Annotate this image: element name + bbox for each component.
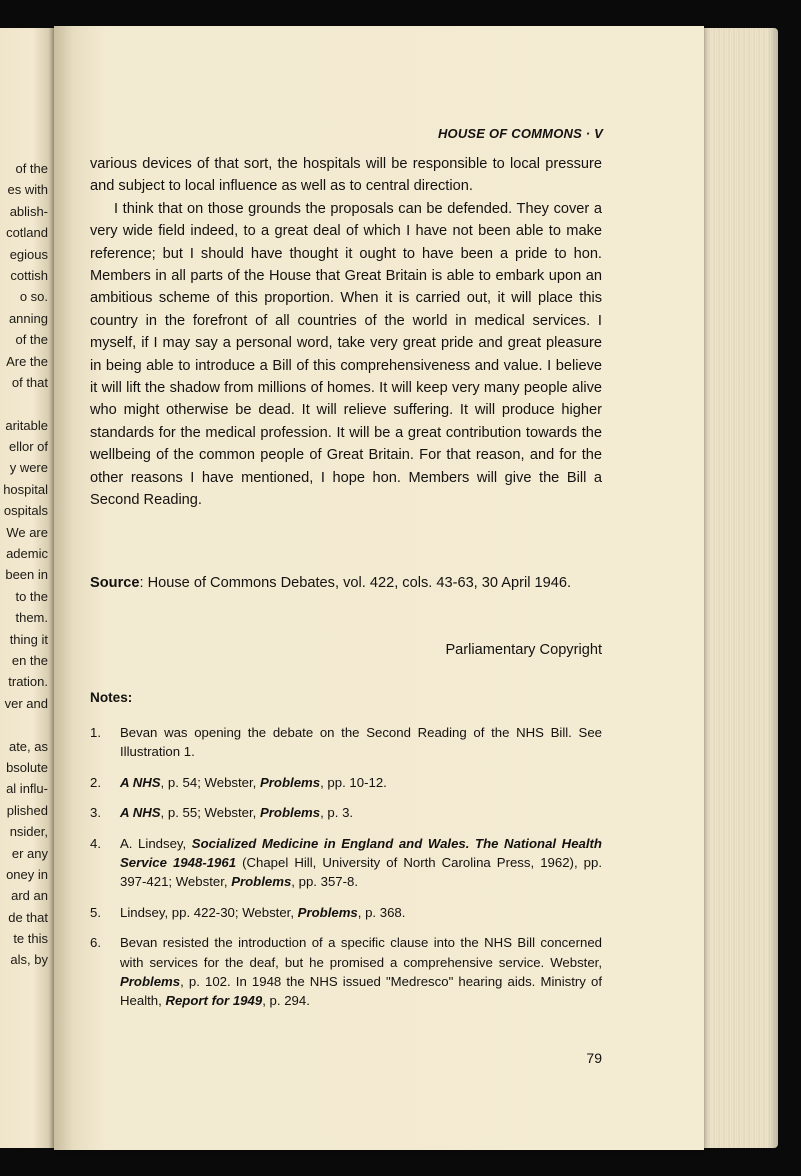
note-text: , p. 54; Webster, bbox=[160, 774, 260, 790]
facing-page-line: ablish- bbox=[9, 203, 48, 219]
facing-page-line: ver and bbox=[4, 695, 48, 711]
note-title: Problems bbox=[231, 874, 292, 890]
facing-page-line: to the bbox=[15, 588, 48, 604]
source-label: Source bbox=[90, 575, 140, 591]
facing-page-line: Are the bbox=[6, 353, 48, 369]
source-text: : House of Commons Debates, vol. 422, cols. 43-63, 30 April 1946. bbox=[139, 575, 572, 591]
note-title: A NHS bbox=[120, 805, 161, 821]
facing-page-line: al influ- bbox=[6, 781, 48, 797]
facing-page-line: o so. bbox=[19, 289, 48, 305]
facing-page-line: te this bbox=[13, 931, 48, 947]
paragraph-1: various devices of that sort, the hospitals will be responsible to local pressure and subject to local influence as well as to central direction. bbox=[90, 156, 602, 195]
facing-page-line: nsider, bbox=[9, 824, 48, 840]
copyright-notice: Parliamentary Copyright bbox=[445, 642, 602, 658]
note-number: 5. bbox=[90, 904, 101, 920]
facing-page bbox=[0, 28, 54, 1148]
note-number: 2. bbox=[90, 774, 101, 790]
notes-list bbox=[90, 723, 602, 1022]
facing-page-line: bsolute bbox=[6, 759, 48, 775]
facing-page-line: thing it bbox=[9, 631, 48, 647]
note-text: , p. 368. bbox=[357, 904, 406, 920]
page-number: 79 bbox=[586, 1050, 602, 1066]
facing-page-line: plished bbox=[6, 802, 48, 818]
note-title: A NHS bbox=[120, 774, 161, 790]
note-item bbox=[90, 773, 602, 792]
note-number: 6. bbox=[90, 935, 101, 951]
facing-page-line: als, by bbox=[10, 952, 48, 968]
note-text: Bevan was opening the debate on the Second Reading of the NHS Bill. See Illustration 1. bbox=[120, 725, 602, 760]
facing-page-line: egious bbox=[9, 246, 48, 262]
note-text: , pp. 357-8. bbox=[291, 874, 359, 890]
speech-text bbox=[90, 153, 602, 512]
note-title: Problems bbox=[120, 974, 181, 990]
facing-page-line: cottish bbox=[10, 267, 48, 283]
note-number: 4. bbox=[90, 835, 101, 851]
note-item bbox=[90, 834, 602, 892]
facing-page-line: de that bbox=[8, 909, 48, 925]
facing-page-line: er any bbox=[11, 845, 48, 861]
facing-page-line bbox=[0, 714, 48, 735]
facing-page-line: been in bbox=[5, 567, 48, 583]
note-text: , p. 55; Webster, bbox=[160, 805, 260, 821]
note-text: , pp. 10-12. bbox=[320, 774, 387, 790]
facing-page-line: We are bbox=[6, 524, 48, 540]
note-item bbox=[90, 723, 602, 762]
note-number: 3. bbox=[90, 805, 101, 821]
facing-page-line: anning bbox=[8, 310, 48, 326]
facing-page-line: ellor of bbox=[8, 439, 48, 455]
note-title: Problems bbox=[260, 774, 321, 790]
facing-page-line: cotland bbox=[6, 225, 48, 241]
running-head: HOUSE OF COMMONS · V bbox=[437, 126, 603, 141]
note-title: Problems bbox=[297, 904, 358, 920]
facing-page-line: ate, as bbox=[8, 738, 48, 754]
facing-page-line bbox=[0, 393, 48, 414]
facing-page-line: ard an bbox=[11, 888, 48, 904]
facing-page-line: en the bbox=[11, 652, 48, 668]
facing-page-line: tration. bbox=[8, 674, 48, 690]
note-text: A. Lindsey, bbox=[120, 835, 192, 851]
facing-page-line: of the bbox=[15, 161, 48, 176]
facing-page-line: y were bbox=[9, 460, 48, 476]
facing-page-line: of that bbox=[11, 374, 48, 390]
note-item bbox=[90, 933, 602, 1011]
note-number: 1. bbox=[90, 725, 101, 740]
facing-page-line: of the bbox=[15, 332, 48, 348]
note-text: Bevan resisted the introduction of a specific clause into the NHS Bill concerned with services for the deaf, but he promised a comprehensive service. Webster, bbox=[120, 935, 602, 970]
facing-page-line: hospital bbox=[3, 481, 48, 497]
note-text: (Chapel Hill, University of North Carolina Press, 1962), pp. 397-421; Webster, bbox=[120, 855, 602, 890]
note-title: Socialized Medicine in England and Wales. The National Health Service 1948-1961 bbox=[120, 835, 602, 871]
note-text: , p. 102. In 1948 the NHS issued "Medresco" hearing aids. Ministry of Health, bbox=[120, 974, 602, 1009]
note-text: , p. 3. bbox=[320, 805, 354, 821]
facing-page-line: them. bbox=[15, 610, 48, 626]
note-text: , p. 294. bbox=[262, 993, 310, 1009]
notes-heading: Notes: bbox=[90, 690, 133, 705]
source-citation bbox=[90, 573, 602, 595]
facing-page-line: ospitals bbox=[3, 503, 48, 519]
note-text: Lindsey, pp. 422-30; Webster, bbox=[120, 904, 298, 920]
note-title: Problems bbox=[260, 805, 321, 821]
note-title: Report for 1949 bbox=[165, 993, 263, 1009]
facing-page-line: es with bbox=[7, 182, 48, 198]
note-item bbox=[90, 803, 602, 822]
facing-page-line: oney in bbox=[6, 866, 48, 882]
paragraph-2: I think that on those grounds the proposals can be defended. They cover a very wide field indeed, to a great deal of which I have not been able to make reference; but I should have thought it ought to have been a pride to hon. Members in all parts of the House that Great Britain is able to embark upon an ambitious scheme of this proportion. When it is carried out, it will place this country in the forefront of all countries of the world in medical services. I myself, if I may say a personal word, take very great pride and great pleasure in being able to introduce a Bill of this comprehensiveness and value. I believe it will lift the shadow from millions of homes. It will keep very many people alive who might otherwise be dead. It will relieve suffering. It will produce higher standards for the medical profession. It will be a great contribution towards the wellbeing of the common people of Great Britain. For that reason, and for the other reasons I have mentioned, I hope hon. Members will give the Bill a Second Reading. bbox=[90, 200, 602, 509]
note-item bbox=[90, 903, 602, 922]
facing-page-line: ademic bbox=[6, 546, 48, 562]
book-page bbox=[54, 26, 704, 1150]
facing-page-line: aritable bbox=[5, 417, 48, 433]
facing-page-text bbox=[0, 158, 48, 971]
